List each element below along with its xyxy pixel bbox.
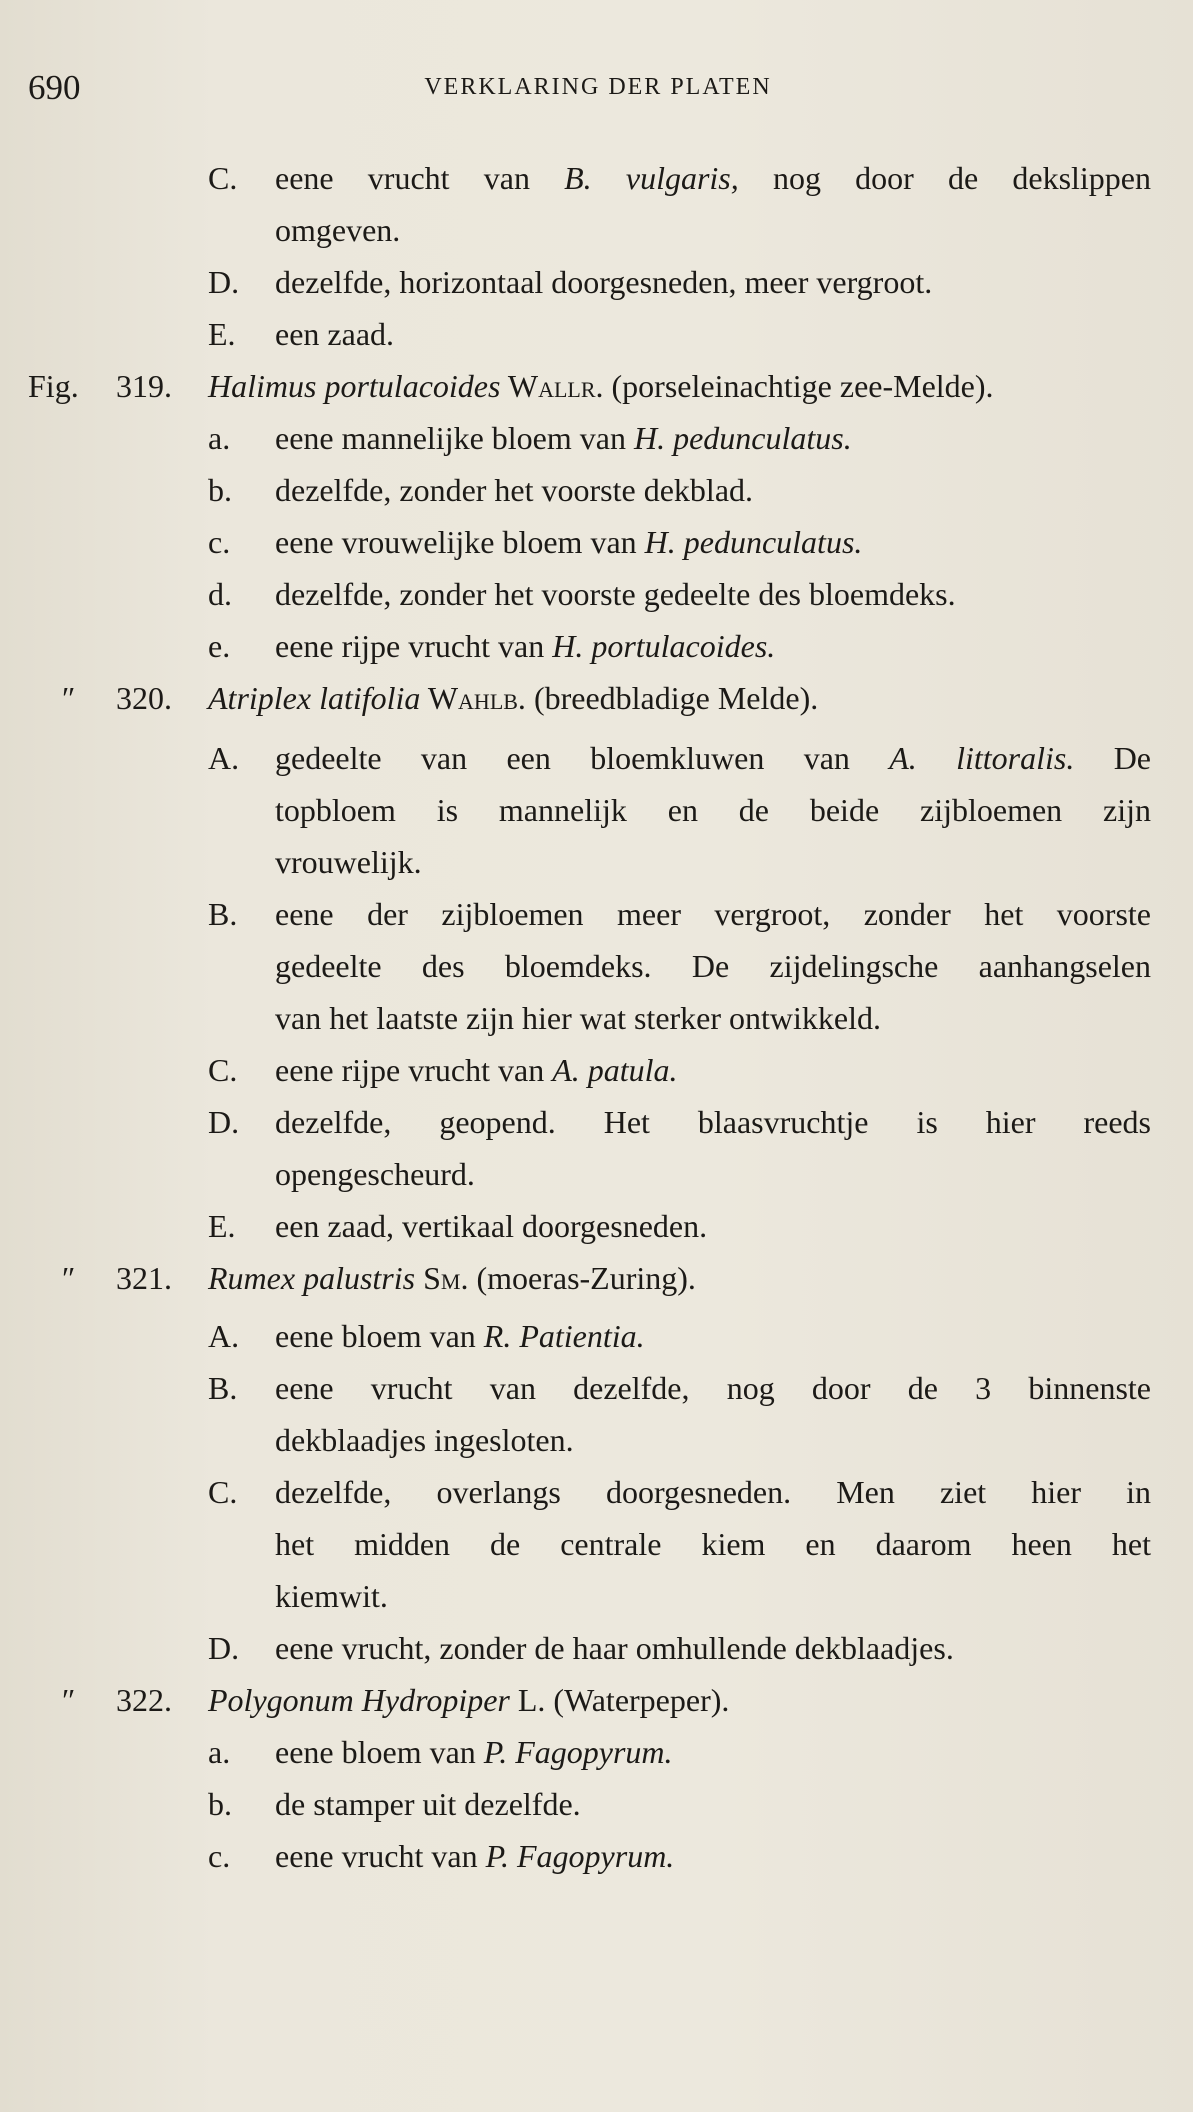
item-text-continued: gedeelte des bloemdeks. De zijdelingsche aanhangselen	[275, 948, 1151, 984]
item-text-continued: topbloem is mannelijk en de beide zijbloemen zijn	[275, 792, 1151, 828]
figure-title: Halimus portulacoides Wallr. (porseleinachtige zee-Melde).	[208, 368, 994, 404]
item-text: eene rijpe vrucht van H. portulacoides.	[275, 628, 776, 664]
item-label: a.	[208, 420, 231, 456]
item-text-continued: kiemwit.	[275, 1578, 388, 1614]
figure-title: Atriplex latifolia Wahlb. (breedbladige Melde).	[208, 680, 819, 716]
item-label: C.	[208, 1052, 238, 1088]
item-text-continued: het midden de centrale kiem en daarom heen het	[275, 1526, 1151, 1562]
item-label: a.	[208, 1734, 231, 1770]
item-text: eene mannelijke bloem van H. pedunculatus.	[275, 420, 852, 456]
item-text: eene vrouwelijke bloem van H. pedunculatus.	[275, 524, 863, 560]
item-text-continued: vrouwelijk.	[275, 844, 422, 880]
item-text: eene rijpe vrucht van A. patula.	[275, 1052, 678, 1088]
page-number: 690	[28, 68, 81, 107]
item-text: gedeelte van een bloemkluwen van A. littoralis. De	[275, 740, 1151, 776]
figure-number: 322.	[116, 1682, 172, 1718]
figure-number: 320.	[116, 680, 172, 716]
item-text: dezelfde, zonder het voorste gedeelte des bloemdeks.	[275, 576, 956, 612]
figure-title: Rumex palustris Sm. (moeras-Zuring).	[208, 1260, 696, 1296]
item-text: eene vrucht van dezelfde, nog door de 3 binnenste	[275, 1370, 1151, 1406]
item-text: eene vrucht van P. Fagopyrum.	[275, 1838, 675, 1874]
running-title: VERKLARING DER PLATEN	[424, 74, 772, 100]
item-label: A.	[208, 740, 240, 776]
item-text: eene bloem van R. Patientia.	[275, 1318, 645, 1354]
item-text-continued: opengescheurd.	[275, 1156, 475, 1192]
item-label: D.	[208, 1104, 240, 1140]
item-text: eene vrucht van B. vulgaris, nog door de dekslippen	[275, 160, 1151, 196]
item-label: D.	[208, 264, 240, 300]
item-label: e.	[208, 628, 231, 664]
item-text: dezelfde, overlangs doorgesneden. Men ziet hier in	[275, 1474, 1151, 1510]
figure-number: 319.	[116, 368, 172, 404]
figure-number: 321.	[116, 1260, 172, 1296]
item-text: dezelfde, zonder het voorste dekblad.	[275, 472, 754, 508]
item-label: C.	[208, 1474, 238, 1510]
figure-title: Polygonum Hydropiper L. (Waterpeper).	[208, 1682, 730, 1718]
figure-prefix: Fig.	[28, 368, 79, 404]
item-text: eene vrucht, zonder de haar omhullende dekblaadjes.	[275, 1630, 954, 1666]
item-text: een zaad, vertikaal doorgesneden.	[275, 1208, 708, 1244]
item-label: c.	[208, 1838, 231, 1874]
item-label: c.	[208, 524, 231, 560]
item-label: d.	[208, 576, 232, 612]
ditto-mark: ″	[62, 680, 76, 716]
item-text: eene bloem van P. Fagopyrum.	[275, 1734, 673, 1770]
item-text-continued: dekblaadjes ingesloten.	[275, 1422, 574, 1458]
item-label: C.	[208, 160, 238, 196]
item-text-continued: van het laatste zijn hier wat sterker ontwikkeld.	[275, 1000, 882, 1036]
item-text: de stamper uit dezelfde.	[275, 1786, 581, 1822]
item-text-continued: omgeven.	[275, 212, 401, 248]
item-label: b.	[208, 472, 232, 508]
item-label: B.	[208, 1370, 238, 1406]
item-label: D.	[208, 1630, 240, 1666]
item-text: een zaad.	[275, 316, 395, 352]
item-text: eene der zijbloemen meer vergroot, zonder het voorste	[275, 896, 1151, 932]
item-label: A.	[208, 1318, 240, 1354]
ditto-mark: ″	[62, 1260, 76, 1296]
item-text: dezelfde, horizontaal doorgesneden, meer vergroot.	[275, 264, 933, 300]
item-label: E.	[208, 316, 236, 352]
item-text: dezelfde, geopend. Het blaasvruchtje is hier reeds	[275, 1104, 1151, 1140]
item-label: B.	[208, 896, 238, 932]
item-label: b.	[208, 1786, 232, 1822]
item-label: E.	[208, 1208, 236, 1244]
ditto-mark: ″	[62, 1682, 76, 1718]
page-header	[28, 68, 1168, 118]
